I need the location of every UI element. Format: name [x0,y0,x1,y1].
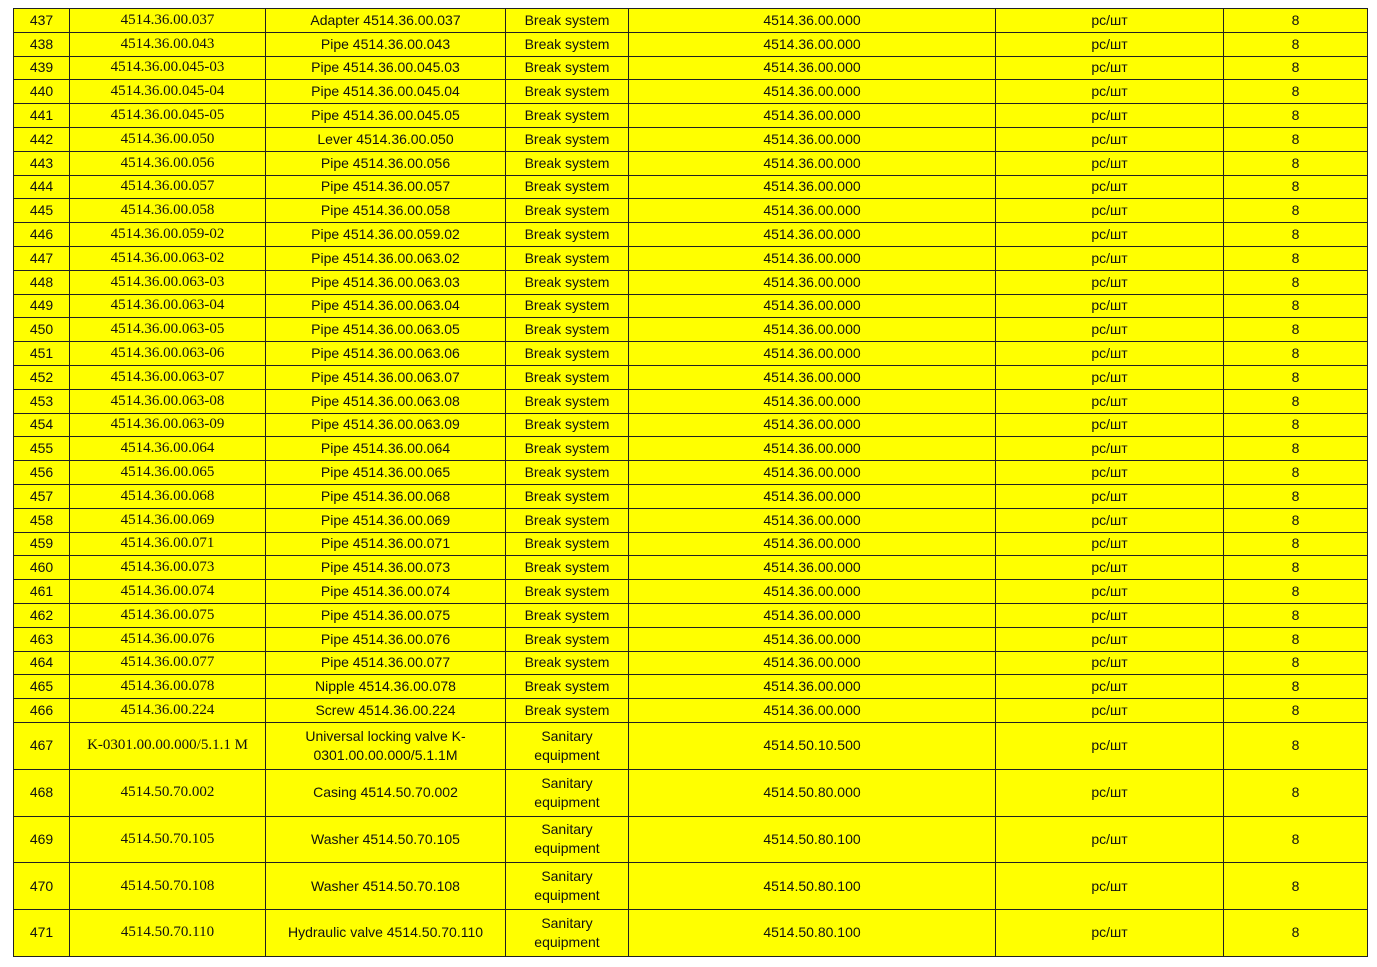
row-number-cell: 457 [14,484,70,508]
system-cell: Break system [506,223,629,247]
assembly-cell: 4514.36.00.000 [629,603,996,627]
part-name-cell: Pipe 4514.36.00.063.07 [266,365,506,389]
part-code-cell: 4514.50.70.108 [70,863,266,910]
row-number-cell: 461 [14,580,70,604]
system-cell: Break system [506,151,629,175]
unit-cell: pc/шт [996,675,1224,699]
row-number-cell: 437 [14,9,70,33]
table-row [14,223,1368,247]
system-cell: Break system [506,651,629,675]
part-code-cell: 4514.36.00.077 [70,651,266,675]
part-name-cell: Casing 4514.50.70.002 [266,769,506,816]
unit-cell: pc/шт [996,651,1224,675]
part-code-cell: 4514.36.00.074 [70,580,266,604]
assembly-cell: 4514.36.00.000 [629,437,996,461]
row-number-cell: 447 [14,246,70,270]
quantity-cell: 8 [1224,246,1368,270]
unit-cell: pc/шт [996,389,1224,413]
system-cell: Break system [506,56,629,80]
assembly-cell: 4514.50.10.500 [629,722,996,769]
system-cell: Break system [506,294,629,318]
part-name-cell: Pipe 4514.36.00.063.02 [266,246,506,270]
assembly-cell: 4514.36.00.000 [629,389,996,413]
part-code-cell: 4514.36.00.065 [70,461,266,485]
assembly-cell: 4514.36.00.000 [629,246,996,270]
part-name-cell: Washer 4514.50.70.105 [266,816,506,863]
unit-cell: pc/шт [996,342,1224,366]
row-number-cell: 468 [14,769,70,816]
unit-cell: pc/шт [996,318,1224,342]
part-code-cell: 4514.36.00.063-06 [70,342,266,366]
row-number-cell: 452 [14,365,70,389]
quantity-cell: 8 [1224,816,1368,863]
table-row [14,603,1368,627]
unit-cell: pc/шт [996,199,1224,223]
part-name-cell: Pipe 4514.36.00.058 [266,199,506,223]
unit-cell: pc/шт [996,580,1224,604]
assembly-cell: 4514.50.80.100 [629,816,996,863]
part-code-cell: 4514.36.00.045-04 [70,80,266,104]
table-row [14,270,1368,294]
system-cell: Break system [506,175,629,199]
parts-table-body [14,9,1368,957]
part-name-cell: Pipe 4514.36.00.073 [266,556,506,580]
quantity-cell: 8 [1224,675,1368,699]
part-code-cell: 4514.36.00.059-02 [70,223,266,247]
row-number-cell: 450 [14,318,70,342]
row-number-cell: 448 [14,270,70,294]
unit-cell: pc/шт [996,270,1224,294]
system-cell: Sanitary equipment [506,722,629,769]
row-number-cell: 459 [14,532,70,556]
row-number-cell: 445 [14,199,70,223]
quantity-cell: 8 [1224,580,1368,604]
system-cell: Break system [506,104,629,128]
part-name-cell: Adapter 4514.36.00.037 [266,9,506,33]
system-cell: Sanitary equipment [506,863,629,910]
table-row [14,199,1368,223]
unit-cell: pc/шт [996,699,1224,723]
part-name-cell: Pipe 4514.36.00.063.03 [266,270,506,294]
part-code-cell: 4514.36.00.076 [70,627,266,651]
unit-cell: pc/шт [996,294,1224,318]
part-code-cell: 4514.36.00.063-02 [70,246,266,270]
unit-cell: pc/шт [996,603,1224,627]
table-row [14,863,1368,910]
part-code-cell: 4514.36.00.063-05 [70,318,266,342]
system-cell: Break system [506,484,629,508]
unit-cell: pc/шт [996,151,1224,175]
system-cell: Break system [506,270,629,294]
assembly-cell: 4514.36.00.000 [629,270,996,294]
unit-cell: pc/шт [996,627,1224,651]
quantity-cell: 8 [1224,910,1368,957]
quantity-cell: 8 [1224,603,1368,627]
system-cell: Sanitary equipment [506,769,629,816]
unit-cell: pc/шт [996,223,1224,247]
part-name-cell: Pipe 4514.36.00.063.08 [266,389,506,413]
table-row [14,80,1368,104]
quantity-cell: 8 [1224,318,1368,342]
assembly-cell: 4514.50.80.100 [629,863,996,910]
system-cell: Break system [506,461,629,485]
row-number-cell: 443 [14,151,70,175]
part-code-cell: 4514.36.00.058 [70,199,266,223]
table-row [14,151,1368,175]
quantity-cell: 8 [1224,484,1368,508]
table-row [14,246,1368,270]
part-code-cell: 4514.36.00.224 [70,699,266,723]
unit-cell: pc/шт [996,722,1224,769]
table-row [14,769,1368,816]
quantity-cell: 8 [1224,223,1368,247]
quantity-cell: 8 [1224,80,1368,104]
unit-cell: pc/шт [996,56,1224,80]
assembly-cell: 4514.36.00.000 [629,580,996,604]
part-name-cell: Hydraulic valve 4514.50.70.110 [266,910,506,957]
unit-cell: pc/шт [996,413,1224,437]
unit-cell: pc/шт [996,365,1224,389]
part-name-cell: Pipe 4514.36.00.065 [266,461,506,485]
system-cell: Break system [506,699,629,723]
part-code-cell: 4514.50.70.105 [70,816,266,863]
quantity-cell: 8 [1224,127,1368,151]
part-code-cell: 4514.36.00.056 [70,151,266,175]
table-row [14,318,1368,342]
system-cell: Break system [506,413,629,437]
unit-cell: pc/шт [996,127,1224,151]
table-row [14,651,1368,675]
quantity-cell: 8 [1224,56,1368,80]
table-row [14,32,1368,56]
system-cell: Break system [506,389,629,413]
quantity-cell: 8 [1224,413,1368,437]
part-name-cell: Pipe 4514.36.00.077 [266,651,506,675]
part-name-cell: Pipe 4514.36.00.063.04 [266,294,506,318]
row-number-cell: 444 [14,175,70,199]
quantity-cell: 8 [1224,532,1368,556]
part-code-cell: 4514.36.00.073 [70,556,266,580]
part-code-cell: 4514.36.00.045-03 [70,56,266,80]
part-code-cell: K-0301.00.00.000/5.1.1 M [70,722,266,769]
assembly-cell: 4514.36.00.000 [629,699,996,723]
system-cell: Break system [506,32,629,56]
part-code-cell: 4514.36.00.078 [70,675,266,699]
quantity-cell: 8 [1224,365,1368,389]
table-row [14,816,1368,863]
system-cell: Break system [506,246,629,270]
part-name-cell: Screw 4514.36.00.224 [266,699,506,723]
part-code-cell: 4514.50.70.002 [70,769,266,816]
table-row [14,294,1368,318]
quantity-cell: 8 [1224,342,1368,366]
row-number-cell: 438 [14,32,70,56]
table-row [14,722,1368,769]
quantity-cell: 8 [1224,437,1368,461]
table-row [14,127,1368,151]
unit-cell: pc/шт [996,816,1224,863]
part-name-cell: Pipe 4514.36.00.045.04 [266,80,506,104]
quantity-cell: 8 [1224,9,1368,33]
part-code-cell: 4514.36.00.043 [70,32,266,56]
assembly-cell: 4514.50.80.100 [629,910,996,957]
quantity-cell: 8 [1224,863,1368,910]
assembly-cell: 4514.36.00.000 [629,199,996,223]
part-name-cell: Nipple 4514.36.00.078 [266,675,506,699]
row-number-cell: 449 [14,294,70,318]
system-cell: Break system [506,532,629,556]
assembly-cell: 4514.36.00.000 [629,104,996,128]
row-number-cell: 460 [14,556,70,580]
system-cell: Break system [506,675,629,699]
quantity-cell: 8 [1224,769,1368,816]
row-number-cell: 441 [14,104,70,128]
row-number-cell: 440 [14,80,70,104]
part-name-cell: Pipe 4514.36.00.063.05 [266,318,506,342]
system-cell: Break system [506,437,629,461]
table-row [14,699,1368,723]
row-number-cell: 464 [14,651,70,675]
table-row [14,556,1368,580]
table-row [14,389,1368,413]
system-cell: Sanitary equipment [506,910,629,957]
assembly-cell: 4514.36.00.000 [629,508,996,532]
table-row [14,675,1368,699]
row-number-cell: 455 [14,437,70,461]
row-number-cell: 442 [14,127,70,151]
row-number-cell: 463 [14,627,70,651]
part-name-cell: Pipe 4514.36.00.075 [266,603,506,627]
quantity-cell: 8 [1224,294,1368,318]
part-name-cell: Pipe 4514.36.00.057 [266,175,506,199]
system-cell: Break system [506,9,629,33]
quantity-cell: 8 [1224,556,1368,580]
assembly-cell: 4514.36.00.000 [629,484,996,508]
part-code-cell: 4514.36.00.037 [70,9,266,33]
system-cell: Break system [506,508,629,532]
system-cell: Break system [506,342,629,366]
part-name-cell: Pipe 4514.36.00.063.09 [266,413,506,437]
part-name-cell: Pipe 4514.36.00.068 [266,484,506,508]
system-cell: Break system [506,603,629,627]
row-number-cell: 462 [14,603,70,627]
row-number-cell: 466 [14,699,70,723]
unit-cell: pc/шт [996,769,1224,816]
assembly-cell: 4514.36.00.000 [629,532,996,556]
table-row [14,56,1368,80]
system-cell: Break system [506,199,629,223]
row-number-cell: 467 [14,722,70,769]
part-name-cell: Pipe 4514.36.00.045.05 [266,104,506,128]
unit-cell: pc/шт [996,246,1224,270]
parts-table [13,8,1368,957]
quantity-cell: 8 [1224,270,1368,294]
assembly-cell: 4514.36.00.000 [629,365,996,389]
row-number-cell: 456 [14,461,70,485]
part-name-cell: Pipe 4514.36.00.074 [266,580,506,604]
table-row [14,175,1368,199]
unit-cell: pc/шт [996,508,1224,532]
part-code-cell: 4514.36.00.068 [70,484,266,508]
part-code-cell: 4514.36.00.063-09 [70,413,266,437]
row-number-cell: 471 [14,910,70,957]
table-row [14,342,1368,366]
part-name-cell: Pipe 4514.36.00.064 [266,437,506,461]
assembly-cell: 4514.36.00.000 [629,56,996,80]
quantity-cell: 8 [1224,722,1368,769]
part-name-cell: Pipe 4514.36.00.045.03 [266,56,506,80]
assembly-cell: 4514.36.00.000 [629,342,996,366]
unit-cell: pc/шт [996,32,1224,56]
system-cell: Break system [506,318,629,342]
quantity-cell: 8 [1224,651,1368,675]
row-number-cell: 454 [14,413,70,437]
part-name-cell: Pipe 4514.36.00.063.06 [266,342,506,366]
system-cell: Break system [506,127,629,151]
quantity-cell: 8 [1224,699,1368,723]
unit-cell: pc/шт [996,461,1224,485]
system-cell: Break system [506,365,629,389]
unit-cell: pc/шт [996,863,1224,910]
part-name-cell: Pipe 4514.36.00.076 [266,627,506,651]
row-number-cell: 451 [14,342,70,366]
system-cell: Break system [506,556,629,580]
system-cell: Sanitary equipment [506,816,629,863]
assembly-cell: 4514.36.00.000 [629,32,996,56]
part-name-cell: Pipe 4514.36.00.043 [266,32,506,56]
part-code-cell: 4514.36.00.050 [70,127,266,151]
part-name-cell: Lever 4514.36.00.050 [266,127,506,151]
quantity-cell: 8 [1224,151,1368,175]
system-cell: Break system [506,80,629,104]
unit-cell: pc/шт [996,104,1224,128]
quantity-cell: 8 [1224,461,1368,485]
part-code-cell: 4514.36.00.063-03 [70,270,266,294]
part-code-cell: 4514.36.00.063-07 [70,365,266,389]
unit-cell: pc/шт [996,484,1224,508]
assembly-cell: 4514.36.00.000 [629,556,996,580]
unit-cell: pc/шт [996,80,1224,104]
system-cell: Break system [506,627,629,651]
table-row [14,627,1368,651]
quantity-cell: 8 [1224,175,1368,199]
part-code-cell: 4514.50.70.110 [70,910,266,957]
quantity-cell: 8 [1224,199,1368,223]
table-row [14,508,1368,532]
quantity-cell: 8 [1224,104,1368,128]
assembly-cell: 4514.36.00.000 [629,627,996,651]
assembly-cell: 4514.36.00.000 [629,461,996,485]
part-code-cell: 4514.36.00.064 [70,437,266,461]
quantity-cell: 8 [1224,389,1368,413]
table-row [14,484,1368,508]
assembly-cell: 4514.36.00.000 [629,223,996,247]
quantity-cell: 8 [1224,627,1368,651]
unit-cell: pc/шт [996,437,1224,461]
part-name-cell: Washer 4514.50.70.108 [266,863,506,910]
quantity-cell: 8 [1224,508,1368,532]
unit-cell: pc/шт [996,910,1224,957]
part-code-cell: 4514.36.00.045-05 [70,104,266,128]
part-name-cell: Universal locking valve K-0301.00.00.000/5.1.1M [266,722,506,769]
unit-cell: pc/шт [996,175,1224,199]
row-number-cell: 439 [14,56,70,80]
table-row [14,9,1368,33]
row-number-cell: 465 [14,675,70,699]
part-name-cell: Pipe 4514.36.00.071 [266,532,506,556]
unit-cell: pc/шт [996,556,1224,580]
part-name-cell: Pipe 4514.36.00.069 [266,508,506,532]
assembly-cell: 4514.36.00.000 [629,318,996,342]
table-row [14,413,1368,437]
part-code-cell: 4514.36.00.069 [70,508,266,532]
row-number-cell: 458 [14,508,70,532]
table-row [14,532,1368,556]
unit-cell: pc/шт [996,9,1224,33]
assembly-cell: 4514.36.00.000 [629,9,996,33]
assembly-cell: 4514.36.00.000 [629,413,996,437]
assembly-cell: 4514.36.00.000 [629,651,996,675]
part-code-cell: 4514.36.00.071 [70,532,266,556]
quantity-cell: 8 [1224,32,1368,56]
part-code-cell: 4514.36.00.057 [70,175,266,199]
assembly-cell: 4514.36.00.000 [629,675,996,699]
table-row [14,910,1368,957]
row-number-cell: 446 [14,223,70,247]
assembly-cell: 4514.36.00.000 [629,127,996,151]
assembly-cell: 4514.36.00.000 [629,80,996,104]
row-number-cell: 470 [14,863,70,910]
part-name-cell: Pipe 4514.36.00.056 [266,151,506,175]
table-row [14,365,1368,389]
assembly-cell: 4514.36.00.000 [629,151,996,175]
part-code-cell: 4514.36.00.075 [70,603,266,627]
row-number-cell: 453 [14,389,70,413]
assembly-cell: 4514.36.00.000 [629,175,996,199]
table-row [14,104,1368,128]
system-cell: Break system [506,580,629,604]
table-row [14,580,1368,604]
part-name-cell: Pipe 4514.36.00.059.02 [266,223,506,247]
assembly-cell: 4514.36.00.000 [629,294,996,318]
table-row [14,437,1368,461]
part-code-cell: 4514.36.00.063-04 [70,294,266,318]
assembly-cell: 4514.50.80.000 [629,769,996,816]
table-row [14,461,1368,485]
part-code-cell: 4514.36.00.063-08 [70,389,266,413]
unit-cell: pc/шт [996,532,1224,556]
row-number-cell: 469 [14,816,70,863]
